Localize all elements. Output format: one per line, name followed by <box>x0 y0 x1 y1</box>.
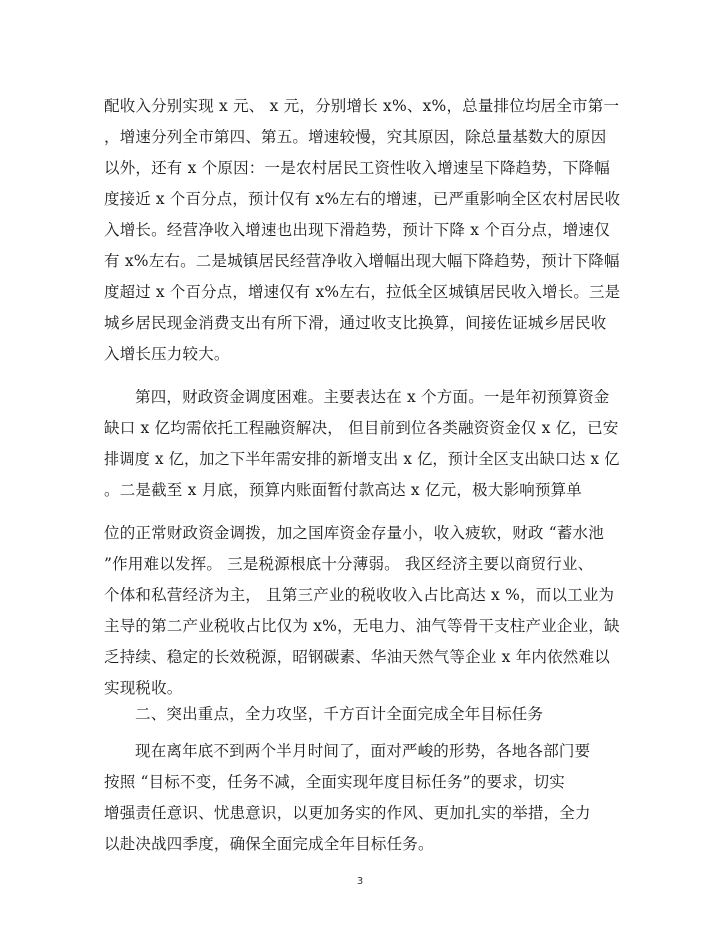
text-line: 主导的第二产业税收占比仅为 x%，无电力、油气等骨干支柱产业企业，缺 <box>104 617 620 635</box>
heading-text: 二、突出重点，全力攻坚，千方百计全面完成全年目标任务 <box>135 705 544 723</box>
page-number: 3 <box>356 876 364 887</box>
text-line: 排调度 x 亿，加之下半年需安排的新增支出 x 亿，预计全区支出缺口达 x 亿 <box>104 450 620 468</box>
text-line: 个体和私营经济为主， 且第三产业的税收收入占比高达 x %，而以工业为 <box>104 586 615 604</box>
text-line: ”作用难以发挥。 三是税源根底十分薄弱。 我区经济主要以商贸行业、 <box>104 555 594 573</box>
text-line: 实现税收。 <box>104 679 183 697</box>
text-line: 增强责任意识、忧患意识，以更加务实的作风、更加扎实的举措，全力 <box>104 804 591 822</box>
text-line: 第四，财政资金调度困难。主要表达在 x 个方面。一是年初预算资金 <box>135 388 610 406</box>
text-line: 乏持续、稳定的长效税源，昭钢碳素、华油天然气等企业 x 年内依然难以 <box>104 648 610 666</box>
text-line: 。二是截至 x 月底，预算内账面暂付款高达 x 亿元，极大影响预算单 <box>104 481 582 499</box>
text-line: 城乡居民现金消费支出有所下滑，通过收支比换算，间接佐证城乡居民收 <box>104 314 607 332</box>
text-line: 现在离年底不到两个半月时间了，面对严峻的形势，各地各部门要 <box>135 742 591 760</box>
text-line: 度超过 x 个百分点，增速仅有 x%左右，拉低全区城镇居民收入增长。三是 <box>104 283 621 301</box>
text-line: 位的正常财政资金调拨，加之国库资金存量小，收入疲软，财政 “蓄水池 <box>104 524 604 542</box>
text-line: 配收入分别实现 x 元、 x 元，分别增长 x%、x%，总量排位均居全市第一 <box>104 97 620 115</box>
text-line: 缺口 x 亿均需依托工程融资解决， 但目前到位各类融资资金仅 x 亿，已安 <box>104 419 619 437</box>
text-line: 入增长。经营净收入增速也出现下滑趋势，预计下降 x 个百分点，增速仅 <box>104 221 610 239</box>
text-line: ，增速分列全市第四、第五。增速较慢，究其原因，除总量基数大的原因 <box>104 128 607 146</box>
text-line: 入增长压力较大。 <box>104 345 230 363</box>
text-line: 以外，还有 x 个原因：一是农村居民工资性收入增速呈下降趋势，下降幅 <box>104 159 610 177</box>
text-line: 度接近 x 个百分点，预计仅有 x%左右的增速，已严重影响全区农村居民收 <box>104 190 621 208</box>
text-line: 以赴决战四季度，确保全面完成全年目标任务。 <box>104 835 434 853</box>
text-line: 按照 “目标不变，任务不减，全面实现年度目标任务”的要求，切实 <box>104 773 565 791</box>
text-line: 有 x%左右。二是城镇居民经营净收入增幅出现大幅下降趋势，预计下降幅 <box>104 252 620 270</box>
